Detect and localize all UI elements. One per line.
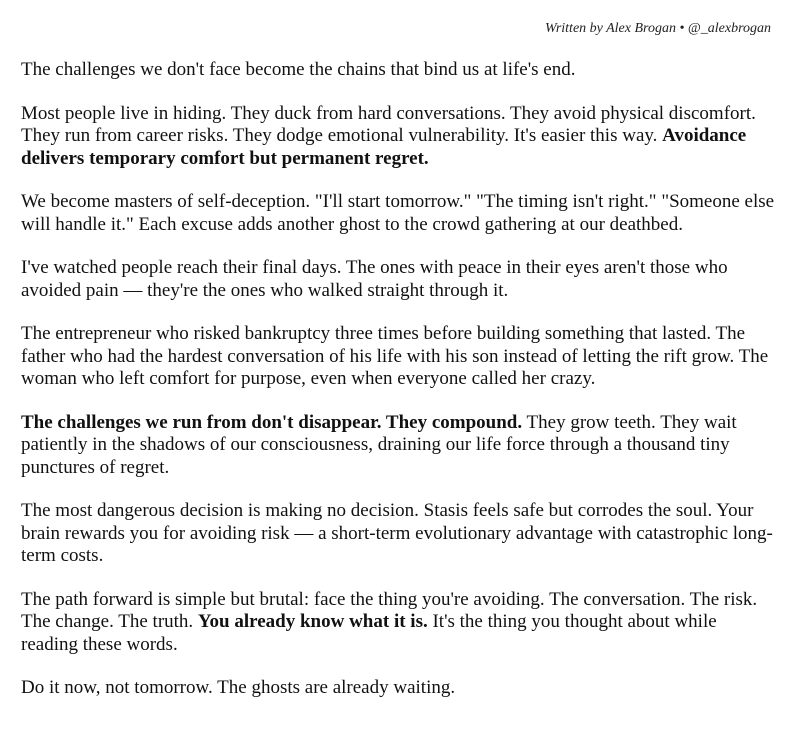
paragraph-8 — [21, 589, 776, 657]
paragraph-emphasis: The challenges we run from don't disappear. They compound. — [21, 411, 523, 433]
byline-handle: @_alexbrogan — [687, 21, 771, 36]
paragraph-text: The challenges we don't face become the chains that bind us at life's end. — [21, 59, 576, 80]
paragraph-6 — [21, 412, 776, 480]
byline — [545, 21, 771, 37]
paragraph-7 — [21, 500, 776, 568]
paragraph-text: The most dangerous decision is making no decision. Stasis feels safe but corrodes the soul. Your brain rewards you for avoiding risk — a short-term evolutionary advantage with catastrophic long-term costs. — [21, 500, 773, 566]
paragraph-text: Do it now, not tomorrow. The ghosts are already waiting. — [21, 677, 456, 698]
paragraph-2 — [21, 103, 776, 171]
byline-author: Written by Alex Brogan — [544, 21, 676, 36]
paragraph-emphasis: Avoidance delivers temporary comfort but permanent regret. — [21, 125, 747, 169]
paragraph-9 — [21, 677, 776, 700]
paragraph-5 — [21, 323, 776, 391]
paragraph-text: Most people live in hiding. They duck from hard conversations. They avoid physical discomfort. They run from career risks. They dodge emotional vulnerability. It's easier this way. — [21, 102, 756, 146]
paragraph-emphasis: You already know what it is. — [197, 611, 428, 632]
paragraph-3 — [21, 191, 776, 236]
paragraph-text: The entrepreneur who risked bankruptcy three times before building something that lasted. The father who had the hardest conversation of his life with his son instead of letting the rift grow. The woman who left comfort for purpose, even when everyone called her crazy. — [21, 323, 769, 389]
article-body — [21, 59, 776, 700]
paragraph-text: The path forward is simple but brutal: face the thing you're avoiding. The conversation. The risk. The change. The truth. — [21, 588, 758, 632]
paragraph-text: I've watched people reach their final days. The ones with peace in their eyes aren't those who avoided pain — they're the ones who walked straight through it. — [21, 257, 728, 301]
paragraph-text: We become masters of self-deception. "I'll start tomorrow." "The timing isn't right." "Someone else will handle it." Each excuse adds another ghost to the crowd gathering at our deathbed. — [21, 191, 775, 235]
paragraph-1 — [21, 59, 776, 82]
byline-separator: • — [675, 21, 688, 36]
paragraph-text: They grow teeth. They wait patiently in the shadows of our consciousness, draining our life force through a thousand tiny punctures of regret. — [21, 411, 737, 478]
paragraph-4 — [21, 257, 776, 302]
paragraph-text: It's the thing you thought about while reading these words. — [21, 611, 717, 655]
